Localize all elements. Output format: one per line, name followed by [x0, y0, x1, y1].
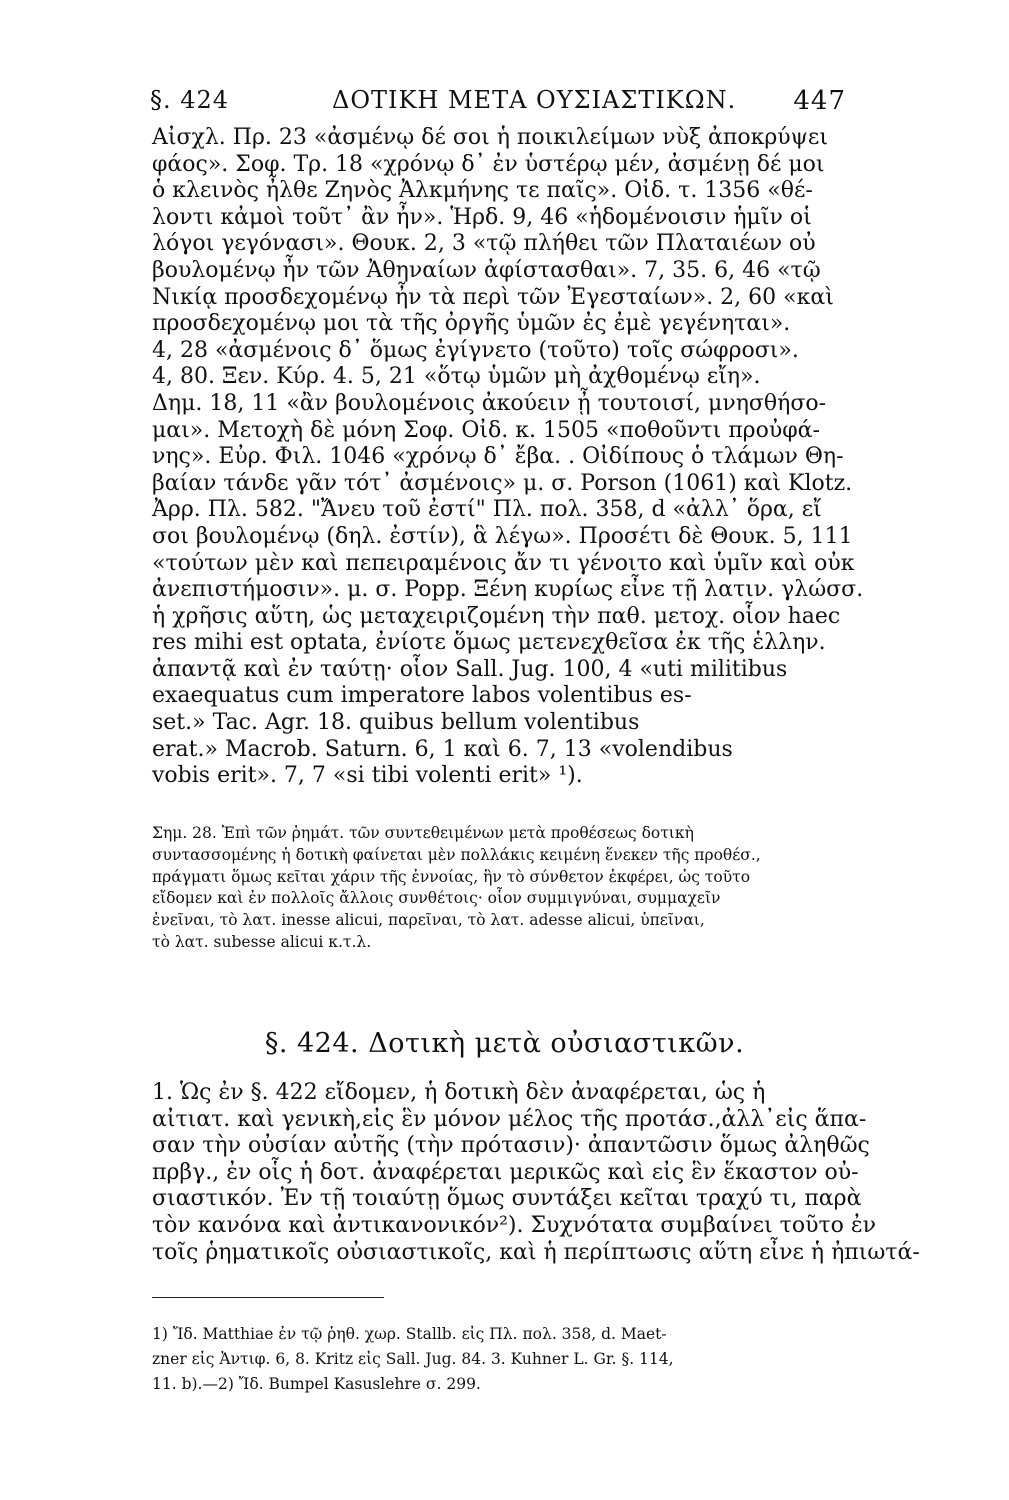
text-line: τὸν κανόνα καὶ ἀντικανονικόν²). Συχνότατα συμβαίνει τοῦτο ἐν — [152, 1212, 877, 1238]
text-line: res mihi est optata, ἐνίοτε ὅμως μετενεχθεῖσα ἐκ τῆς ἑλλην. — [152, 630, 826, 656]
text-line: erat.» Macrob. Saturn. 6, 1 καὶ 6. 7, 13 «volendibus — [152, 736, 733, 762]
note-line: συντασσομένης ἡ δοτικὴ φαίνεται μὲν πολλάκις κειμένη ἕνεκεν τῆς προθέσ., — [152, 845, 761, 864]
text-line: ἀνεπιστήμοσιν». μ. σ. Popp. Ξένη κυρίως εἶνε τῇ λατιν. γλώσσ. — [152, 577, 864, 603]
text-line: σιαστικόν. Ἐν τῇ τοιαύτῃ ὅμως συντάξει κεῖται τραχύ τι, παρὰ — [152, 1186, 862, 1212]
header-title: ΔΟΤΙΚΗ ΜΕΤΑ ΟΥΣΙΑΣΤΙΚΩΝ. — [332, 86, 737, 114]
text-line: 1. Ὡς ἐν §. 422 εἴδομεν, ἡ δοτικὴ δὲν ἀναφέρεται, ὡς ἡ — [152, 1080, 766, 1105]
page-number: 447 — [793, 86, 846, 116]
text-line: Νικίᾳ προσδεχομένῳ ἦν τὰ περὶ τῶν Ἐγεσταίων». 2, 60 «καὶ — [152, 284, 834, 310]
main-text-block — [152, 125, 864, 790]
text-line: Αἰσχλ. Πρ. 23 «ἀσμένῳ δέ σοι ἡ ποικιλείμων νὺξ ἀποκρύψει — [152, 125, 828, 150]
text-line: ἡ χρῆσις αὕτη, ὡς μεταχειριζομένη τὴν παθ. μετοχ. οἷον haec — [152, 603, 841, 629]
footnote-divider — [152, 1297, 384, 1298]
text-line: Δημ. 18, 11 «ἂν βουλομένοις ἀκούειν ᾖ τουτοισί, μνησθήσο- — [152, 390, 827, 416]
footnote-line: 1) Ἴδ. Matthiae ἐν τῷ ῥηθ. χωρ. Stallb. εἰς Πλ. πολ. 358, d. Maet- — [152, 1325, 667, 1343]
footnotes — [152, 1322, 842, 1397]
header-section-ref: §. 424 — [150, 86, 230, 114]
text-line: vobis erit». 7, 7 «si tibi volenti erit» ¹). — [152, 763, 583, 789]
footnote-line: 11. b).—2) Ἴδ. Bumpel Kasuslehre σ. 299. — [152, 1375, 481, 1393]
paragraph-block — [152, 1080, 920, 1266]
text-line: ὁ κλεινὸς ἦλθε Ζηνὸς Ἀλκμήνης τε παῖς». Οἰδ. τ. 1356 «θέ- — [152, 178, 813, 204]
note-line: Σημ. 28. Ἐπὶ τῶν ῥημάτ. τῶν συντεθειμένων μετὰ προθέσεως δοτικὴ — [152, 824, 694, 842]
note-line: τὸ λατ. subesse alicui κ.τ.λ. — [152, 932, 372, 951]
footnote-line: zner εἰς Ἀντιφ. 6, 8. Kritz εἰς Sall. Jug. 84. 3. Kuhner L. Gr. §. 114, — [152, 1350, 674, 1368]
text-line: βαίαν τάνδε γᾶν τότ᾽ ἀσμένοις» μ. σ. Porson (1061) καὶ Klotz. — [152, 470, 853, 496]
text-line: πρβγ., ἐν οἷς ἡ δοτ. ἀναφέρεται μερικῶς καὶ εἰς ἓν ἕκαστον οὐ- — [152, 1159, 859, 1185]
text-line: 4, 80. Ξεν. Κύρ. 4. 5, 21 «ὅτῳ ὑμῶν μὴ ἀχθομένῳ εἴη». — [152, 364, 761, 390]
note-line: ἐνεῖναι, τὸ λατ. inesse alicui, παρεῖναι, τὸ λατ. adesse alicui, ὑπεῖναι, — [152, 911, 705, 930]
remark-note — [152, 823, 842, 954]
text-line: exaequatus cum imperatore labos volentibus es- — [152, 683, 692, 709]
text-line: προσδεχομένῳ μοι τὰ τῆς ὀργῆς ὑμῶν ἐς ἐμὲ γεγένηται». — [152, 311, 791, 337]
section-heading: §. 424. Δοτικὴ μετὰ οὐσιαστικῶν. — [264, 1028, 745, 1059]
text-line: 4, 28 «ἀσμένοις δ᾽ ὅμως ἐγίγνετο (τοῦτο) τοῖς σώφροσι». — [152, 337, 799, 363]
running-header — [150, 78, 850, 118]
text-line: τοῖς ῥηματικοῖς οὐσιαστικοῖς, καὶ ἡ περίπτωσις αὕτη εἶνε ἡ ἠπιωτά- — [152, 1239, 920, 1265]
text-line: μαι». Μετοχὴ δὲ μόνη Σοφ. Οἰδ. κ. 1505 «ποθοῦντι προὐφά- — [152, 417, 820, 443]
note-line: εἴδομεν καὶ ἐν πολλοῖς ἄλλοις συνθέτοις· οἷον συμμιγνύναι, συμμαχεῖν — [152, 889, 721, 908]
text-line: ἀπαντᾷ καὶ ἐν ταύτῃ· οἷον Sall. Jug. 100, 4 «uti militibus — [152, 656, 788, 682]
text-line: σοι βουλομένῳ (δηλ. ἐστίν), ἃ λέγω». Προσέτι δὲ Θουκ. 5, 111 — [152, 523, 853, 549]
text-line: λοντι κἀμοὶ τοῦτ᾽ ἂν ἦν». Ἡρδ. 9, 46 «ἡδομένοισιν ἡμῖν οἱ — [152, 204, 812, 230]
text-line: σαν τὴν οὐσίαν αὐτῆς (τὴν πρότασιν)· ἀπαντῶσιν ὅμως ἀληθῶς — [152, 1133, 870, 1159]
text-line: λόγοι γεγόνασι». Θουκ. 2, 3 «τῷ πλήθει τῶν Πλαταιέων οὐ — [152, 231, 816, 257]
text-line: «τούτων μὲν καὶ πεπειραμένοις ἄν τι γένοιτο καὶ ὑμῖν καὶ οὐκ — [152, 550, 855, 576]
note-line: πράγματι ὅμως κεῖται χάριν τῆς ἐννοίας, ἣν τὸ σύνθετον ἐκφέρει, ὡς τοῦτο — [152, 867, 751, 886]
text-line: set.» Tac. Agr. 18. quibus bellum volentibus — [152, 710, 640, 736]
text-line: βουλομένῳ ἦν τῶν Ἀθηναίων ἀφίστασθαι». 7, 35. 6, 46 «τῷ — [152, 257, 821, 283]
text-line: αἰτιατ. καὶ γενικὴ,εἰς ἓν μόνον μέλος τῆς προτάσ.,ἀλλ᾽εἰς ἅπα- — [152, 1106, 867, 1132]
text-line: νης». Εὐρ. Φιλ. 1046 «χρόνῳ δ᾽ ἔβα. . Οἰδίπους ὁ τλάμων Θη- — [152, 444, 844, 470]
text-line: φάος». Σοφ. Τρ. 18 «χρόνῳ δ᾽ ἐν ὑστέρῳ μέν, ἀσμένῃ δέ μοι — [152, 151, 825, 177]
text-line: Ἀρρ. Πλ. 582. "Ἄνευ τοῦ ἐστί" Πλ. πολ. 358, d «ἀλλ᾽ ὅρα, εἴ — [152, 497, 822, 523]
